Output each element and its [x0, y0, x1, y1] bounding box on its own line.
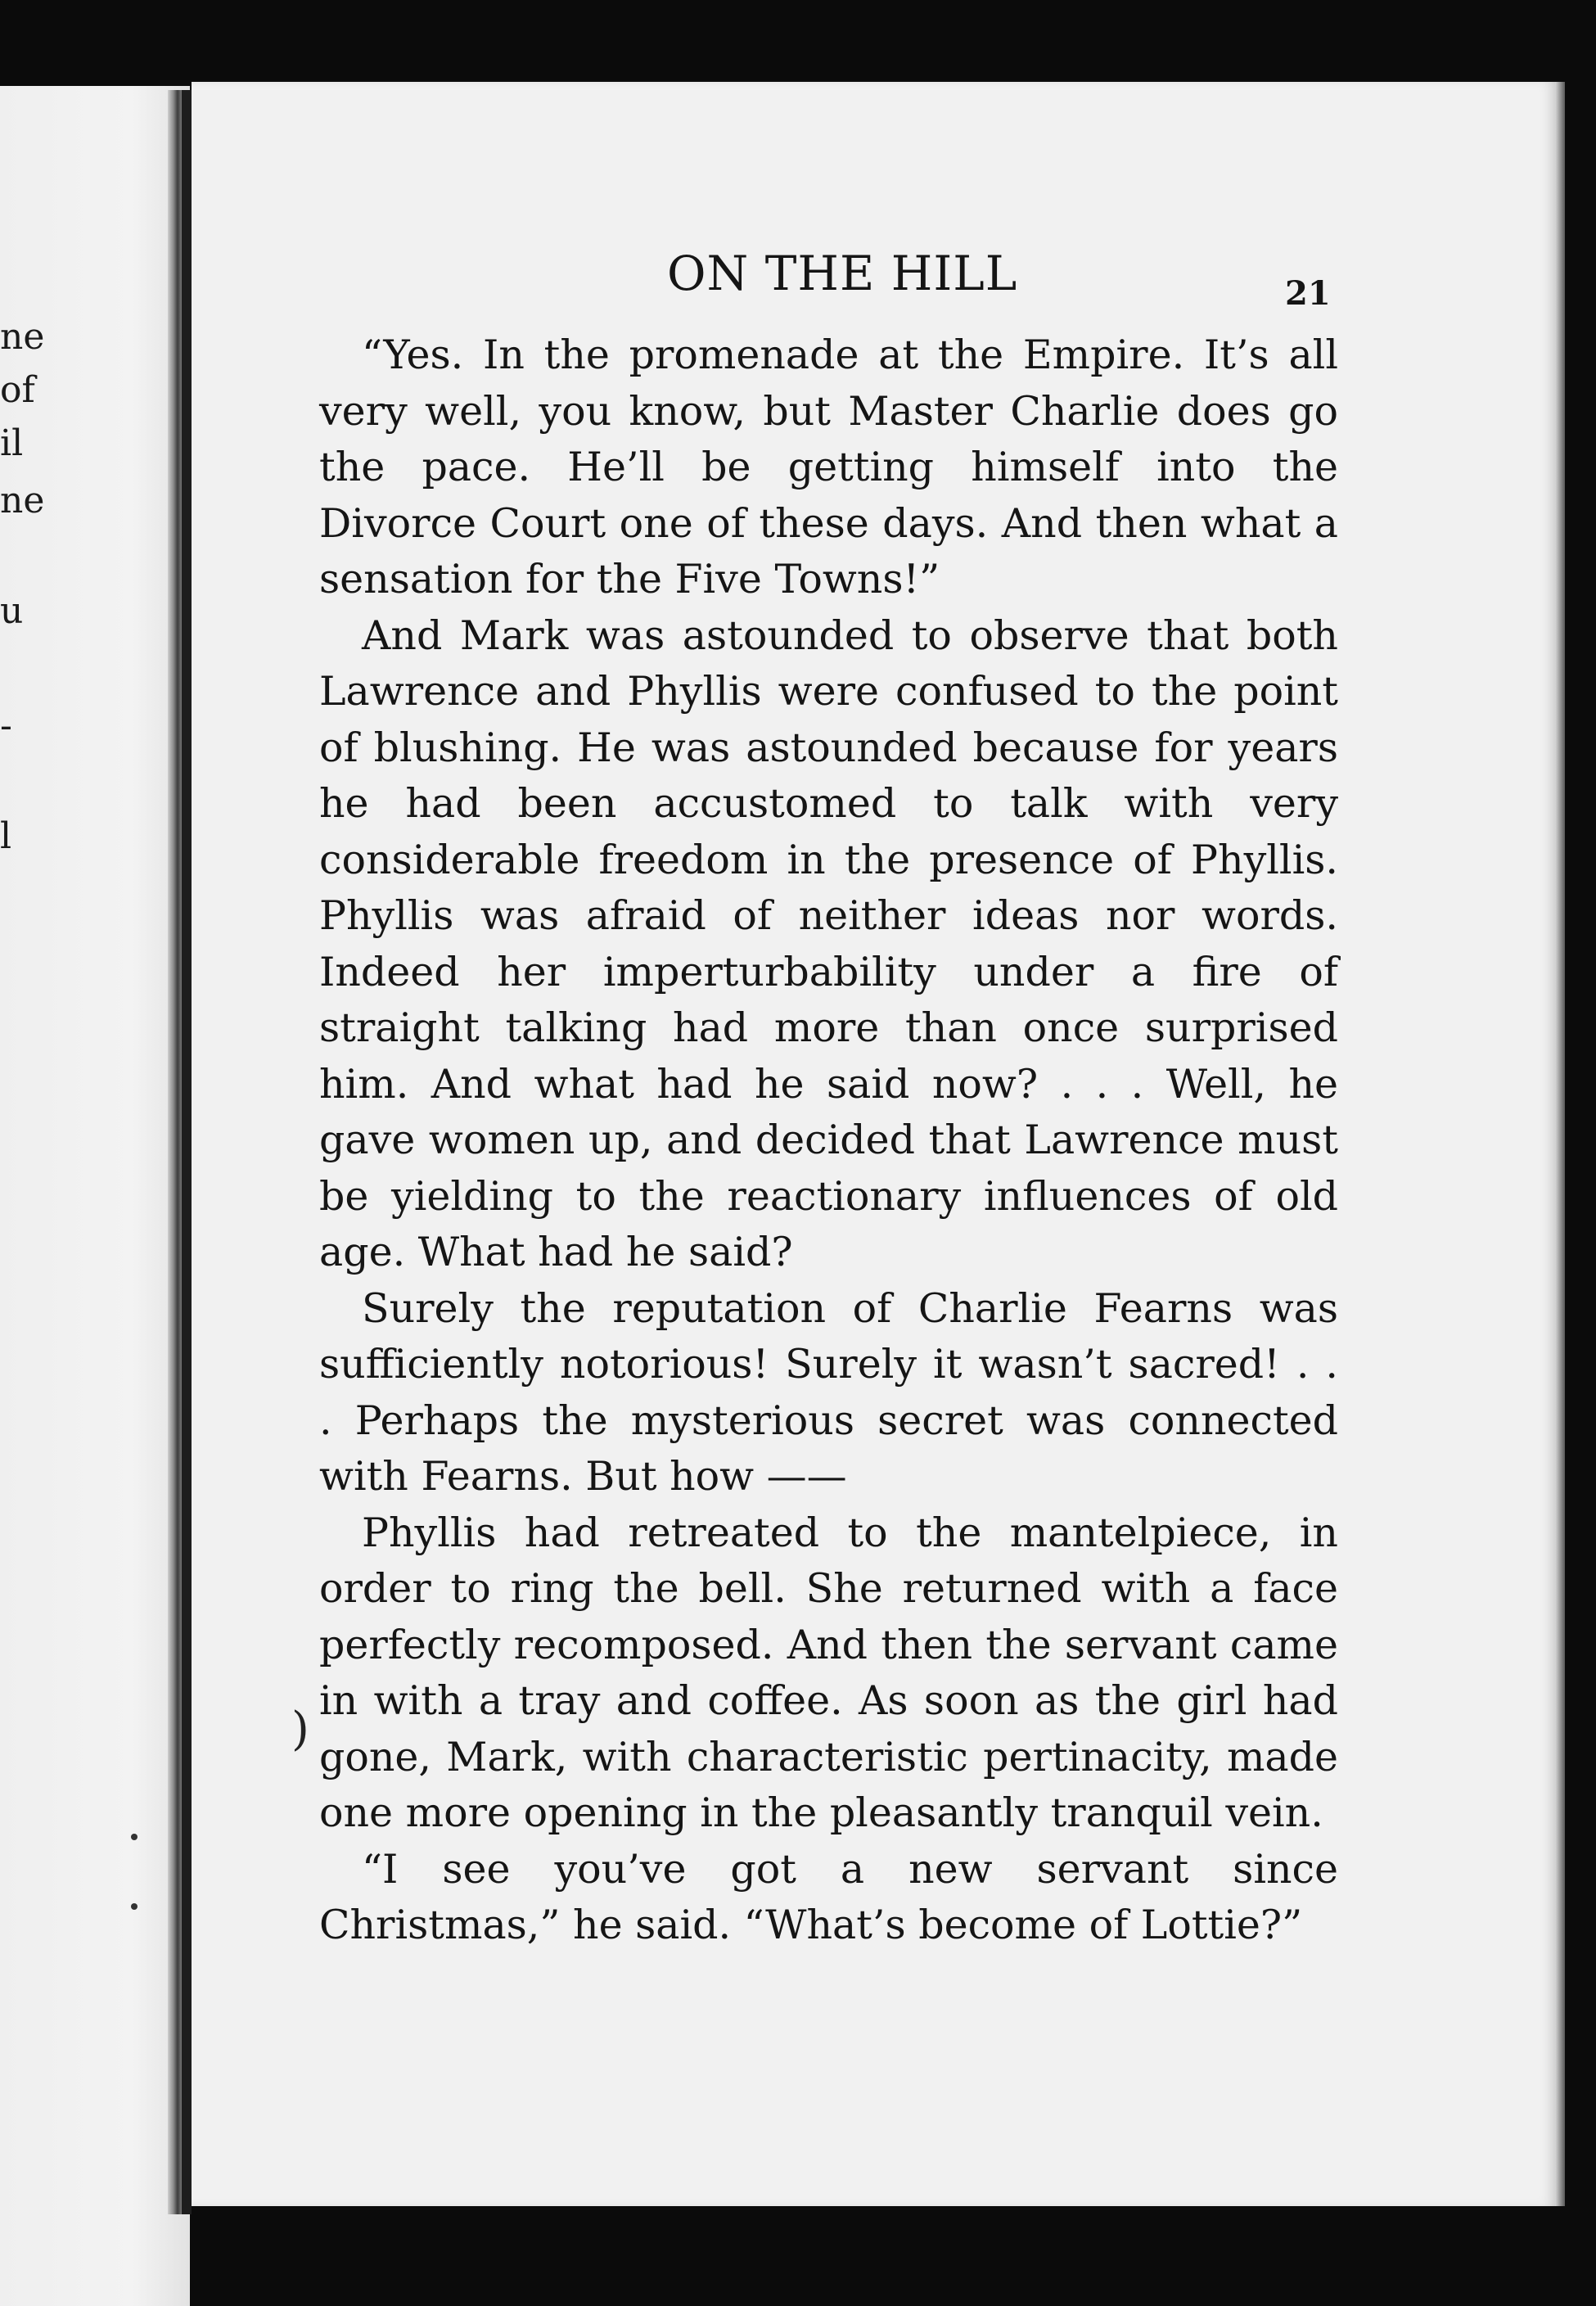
previous-page-fragment: ne — [0, 480, 45, 521]
previous-page-edge — [0, 86, 190, 2306]
paragraph: “Yes. In the promenade at the Empire. It’s all very well, you know, but Master Charlie does go the pace. He’ll be getting himself into the Divorce Court one of these days. And then what a sensation for the Five Towns!” — [319, 332, 1338, 602]
margin-mark: ) — [291, 1703, 309, 1756]
previous-page-fragment: ne — [0, 316, 45, 358]
previous-page-fragment: u — [0, 590, 24, 632]
body-text — [319, 327, 1338, 1954]
previous-page-fragment: - — [0, 705, 12, 747]
previous-page-fragment: il — [0, 422, 24, 464]
paragraph: “I see you’ve got a new servant since Christmas,” he said. “What’s become of Lottie?” — [319, 1845, 1338, 1948]
paragraph: Phyllis had retreated to the mantelpiece, in order to ring the bell. She returned with a face perfectly recomposed. And then the servant came in with a tray and coffee. As soon as the girl had gone, Mark, with characteristic pertinacity, made one more opening in the pleasantly tranquil vein. — [319, 1509, 1338, 1836]
binding-shadow — [182, 90, 192, 2214]
previous-page-fragment: l — [0, 815, 12, 857]
previous-page-fragment: of — [0, 369, 35, 411]
page-edge-shadow — [1555, 82, 1565, 2206]
scan-speck — [131, 1903, 138, 1910]
page-number: 21 — [1285, 274, 1331, 313]
scan-speck — [131, 1834, 138, 1840]
paragraph: Surely the reputation of Charlie Fearns was sufficiently notorious! Surely it wasn’t sacred! . . . Perhaps the mysterious secret was connected with Fearns. But how —— — [319, 1284, 1338, 1500]
paragraph: And Mark was astounded to observe that both Lawrence and Phyllis were confused to the point of blushing. He was astounded because for years he had been accustomed to talk with very considerable freedom in the presence of Phyllis. Phyllis was afraid of neither ideas nor words. Indeed her imperturbability under a fire of straight talking had more than once surprised him. And what had he said now? . . . Well, he gave women up, and decided that Lawrence must be yielding to the reactionary influences of old age. What had he said? — [319, 611, 1338, 1275]
running-head: ON THE HILL — [667, 246, 1018, 301]
